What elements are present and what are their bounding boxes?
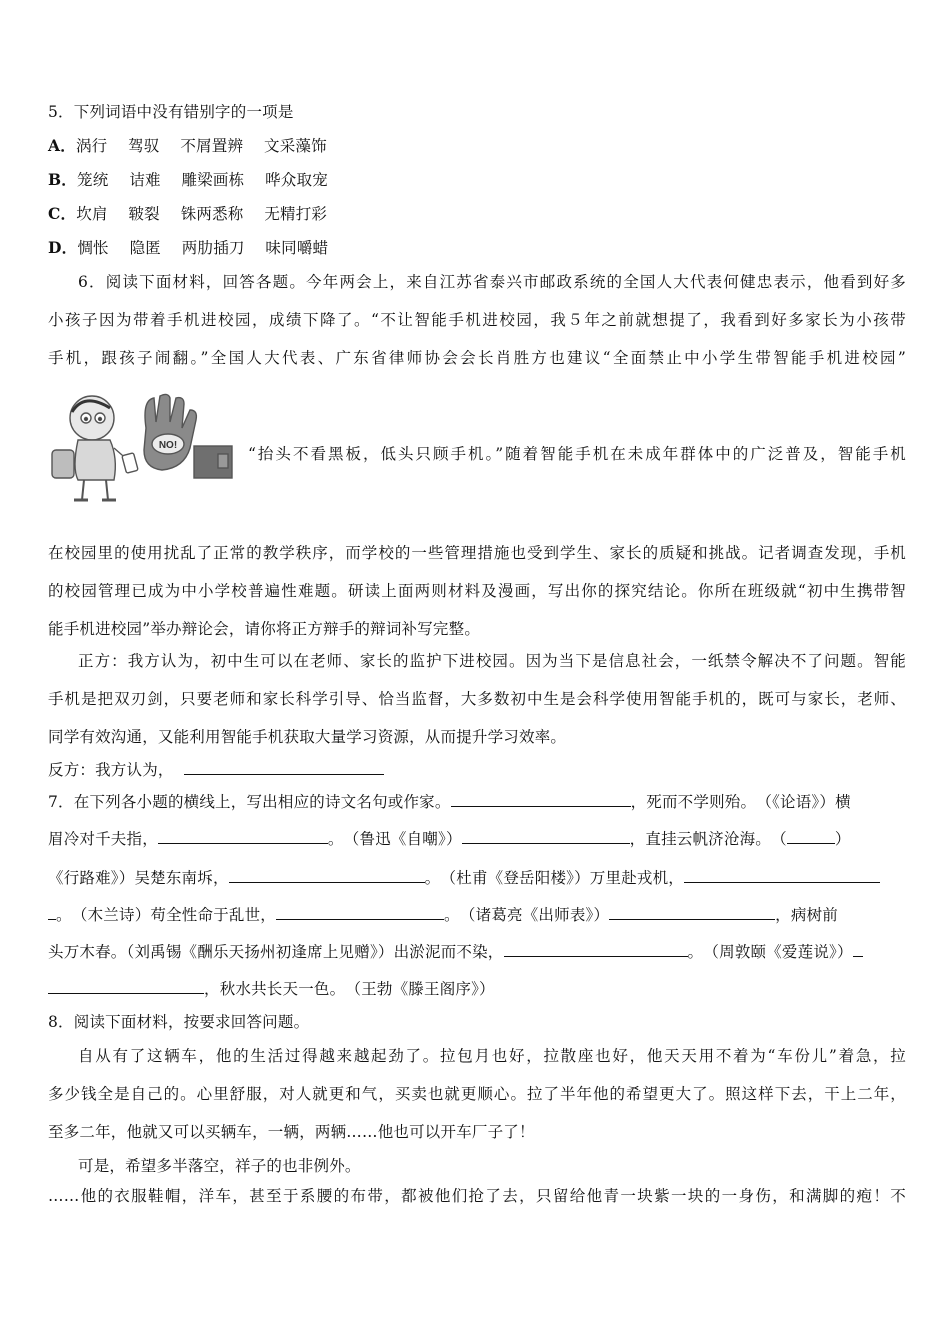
q7-text: 《行路难》）吴楚东南坼， <box>48 869 229 887</box>
q6-after-1: 在校园里的使用扰乱了正常的教学秩序，而学校的一些管理措施也受到学生、家长的质疑和挑战。记者调查发现，手机 <box>48 544 906 562</box>
q7-text: ，直挂云帆济沧海。 （ <box>629 830 787 848</box>
fanfang-line <box>48 758 906 781</box>
phone-icon <box>122 453 138 473</box>
student-body <box>75 440 115 480</box>
q6-line-1: 6．阅读下面材料，回答各题。今年两会上，来自江苏省泰兴市邮政系统的全国人大代表何健忠表示，他看到好多 <box>78 273 906 291</box>
q6-line-3: 手机，跟孩子闹翻。”全国人大代表、广东省律师协会会长肖胜方也建议“全面禁止中小学生带智能手机进校园” <box>48 349 906 367</box>
answer-blank[interactable] <box>451 790 631 807</box>
q6-line-2: 小孩子因为带着手机进校园，成绩下降了。“不让智能手机进校园，我５年之前就想提了，我看到好多家长为小孩带 <box>48 311 906 329</box>
student-bag <box>52 450 74 478</box>
q7-text: 。 （周敦颐《爱莲说》） <box>687 943 853 961</box>
answer-blank[interactable] <box>276 903 444 920</box>
q6-after-2: 的校园管理已成为中小学校普遍性难题。研读上面两则材料及漫画，写出你的探究结论。你所在班级就“初中生携带智 <box>48 582 906 600</box>
fanfang-label: 反方：我方认为， <box>48 761 174 779</box>
q7-text: 。 （诸葛亮《出师表》） <box>444 906 610 924</box>
q7-text: 7．在下列各小题的横线上，写出相应的诗文名句或作家。 <box>48 793 451 811</box>
q8-p1-line-1: 自从有了这辆车，他的生活过得越来越起劲了。拉包月也好，拉散座也好，他天天用不着为“车份儿”着急，拉 <box>78 1047 906 1065</box>
answer-blank[interactable] <box>462 827 630 844</box>
q6-after-3: 能手机进校园”举办辩论会，请你将正方辩手的辩词补写完整。 <box>48 620 481 638</box>
option-text: 惆怅 隐匿 两肋插刀 味同嚼蜡 <box>77 239 329 257</box>
zhengfang-2: 手机是把双刃剑，只要老师和家长科学引导、恰当监督，大多数初中生是会科学使用智能手机的，既可与家长，老师、 <box>48 690 906 708</box>
q7-text: ） <box>834 830 851 848</box>
zhengfang-3: 同学有效沟通，又能利用智能手机获取大量学习资源，从而提升学习效率。 <box>48 728 567 746</box>
q5-option-c <box>48 203 906 225</box>
no-sign-text: NO! <box>158 440 178 451</box>
answer-blank[interactable] <box>787 827 835 844</box>
q7-line-6 <box>48 977 906 1000</box>
q5-stem: 5．下列词语中没有错别字的一项是 <box>48 103 294 121</box>
q7-text: ，秋水共长天一色。 （王勃《滕王阁序》） <box>204 980 495 998</box>
cartoon-caption: “抬头不看黑板，低头只顾手机。”随着智能手机在未成年群体中的广泛普及，智能手机 <box>248 445 906 463</box>
q8-p1-line-3: 至多二年，他就又可以买辆车，一辆，两辆……他也可以开车厂子了！ <box>48 1123 535 1141</box>
answer-blank[interactable] <box>853 940 863 957</box>
q7-line-3 <box>48 866 906 889</box>
answer-blank[interactable] <box>229 866 425 883</box>
zhengfang-1: 正方：我方认为，初中生可以在老师、家长的监护下进校园。因为当下是信息社会，一纸禁令解决不了问题。智能 <box>78 652 906 670</box>
q7-text: 。 （杜甫《登岳阳楼》）万里赴戎机， <box>424 869 685 887</box>
q7-text: ，病树前 <box>775 906 838 924</box>
q7-line-1 <box>48 790 906 813</box>
q5-option-a <box>48 135 906 157</box>
option-text: 笼统 诘难 雕梁画栋 哗众取宠 <box>77 171 328 189</box>
q7-line-5 <box>48 940 906 963</box>
option-label: A． <box>48 136 76 155</box>
option-label: C． <box>48 204 77 223</box>
q8-p2: 可是，希望多半落空，祥子的也非例外。 <box>78 1157 361 1175</box>
q7-line-2 <box>48 827 906 850</box>
answer-blank[interactable] <box>48 977 204 994</box>
answer-blank[interactable] <box>504 940 688 957</box>
stop-hand <box>144 394 196 470</box>
q8-p1-line-2: 多少钱全是自己的。心里舒服，对人就更和气，买卖也就更顺心。拉了半年他的希望更大了。照这样下去，干上二年， <box>48 1085 906 1103</box>
option-label: B． <box>48 170 78 189</box>
answer-blank[interactable] <box>184 758 384 775</box>
student-head <box>70 396 114 440</box>
q8-stem: 8．阅读下面材料，按要求回答问题。 <box>48 1013 310 1031</box>
q7-text: 。 （木兰诗）苟全性命于乱世， <box>56 906 277 924</box>
option-label: D． <box>48 238 78 257</box>
q8-p3: ……他的衣服鞋帽，洋车，甚至于系腰的布带，都被他们抢了去，只留给他青一块紫一块的一身伤，和满脚的疱！不 <box>48 1187 906 1205</box>
answer-blank[interactable] <box>48 903 56 920</box>
q7-text: 眉冷对千夫指， <box>48 830 158 848</box>
q7-text: ，死而不学则殆。 （《论语》）横 <box>630 793 851 811</box>
option-text: 坎肩 皲裂 铢两悉称 无精打彩 <box>76 205 328 223</box>
q7-line-4 <box>48 903 906 926</box>
cartoon-image <box>44 388 244 506</box>
answer-blank[interactable] <box>609 903 775 920</box>
option-text: 涡行 驾驭 不屑置辨 文采藻饰 <box>75 137 327 155</box>
q7-text: 。 （鲁迅《自嘲》） <box>327 830 462 848</box>
q5-option-d <box>48 237 906 259</box>
answer-blank[interactable] <box>684 866 880 883</box>
q5-option-b <box>48 169 906 191</box>
q7-text: 头万木春。（刘禹锡《酬乐天扬州初逢席上见赠》）出淤泥而不染， <box>48 943 504 961</box>
answer-blank[interactable] <box>158 827 328 844</box>
